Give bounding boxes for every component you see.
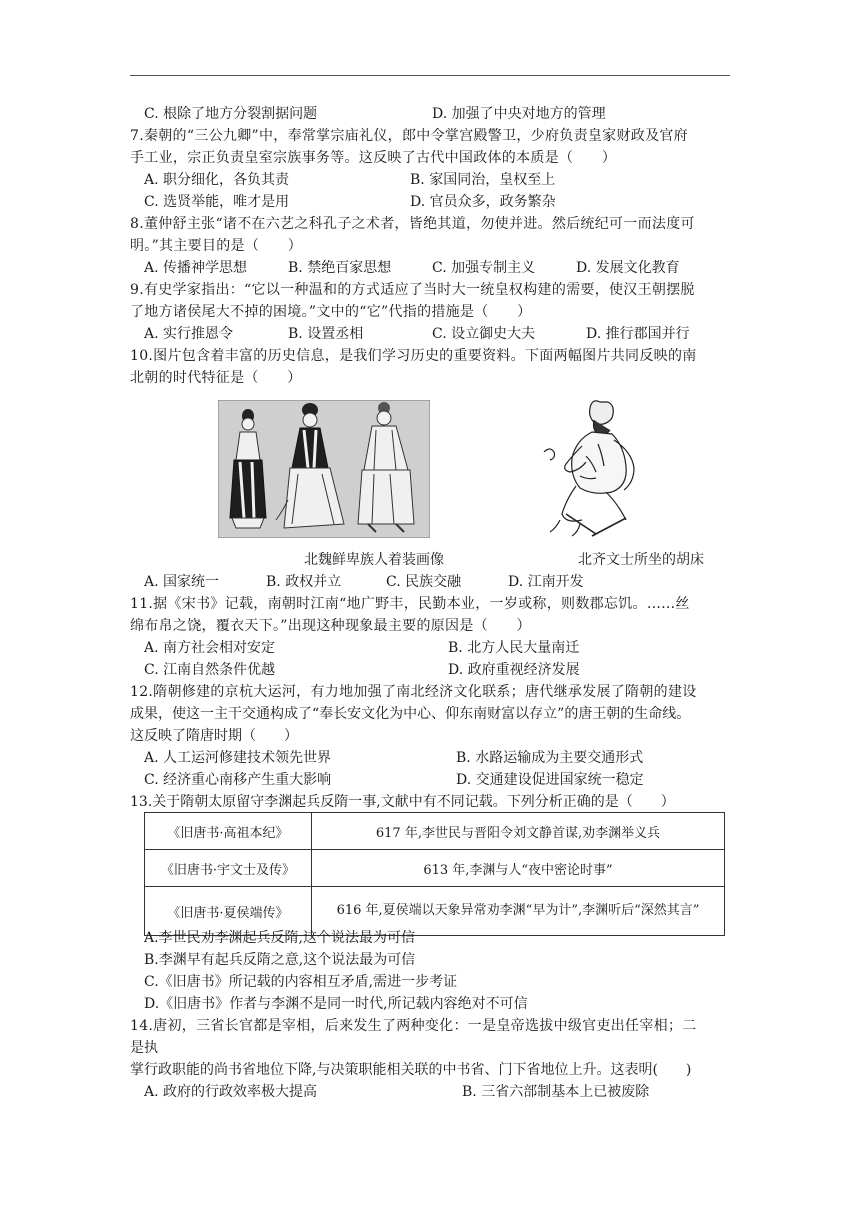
q14-stem-line2: 是执: [130, 1040, 158, 1056]
q9-stem-line1: 9.有史学家指出：“它以一种温和的方式适应了当时大一统皇权构建的需要，使汉王朝摆脱: [130, 282, 695, 298]
q7-option-d: D. 官员众多，政务繁杂: [410, 194, 556, 210]
table-source-cell: 《旧唐书·高祖本纪》: [145, 813, 312, 850]
q7-option-a: A. 职分细化，各负其责: [144, 172, 290, 188]
q8-option-d: D. 发展文化教育: [576, 260, 680, 276]
q8-stem-line2: 明。”其主要目的是（ ）: [130, 238, 303, 254]
q13-option-c: C.《旧唐书》所记载的内容相互矛盾,需进一步考证: [144, 974, 458, 990]
northern-wei-painting-image: [218, 400, 430, 538]
q8-stem-line1: 8.董仲舒主张“诸不在六艺之科孔子之术者，皆绝其道，勿使并进。然后统纪可一而法度可: [130, 216, 695, 232]
table-content-text: 616 年,夏侯端以天象异常劝李渊“早为计”,李渊听后“深然其言”: [336, 903, 700, 918]
table-source-cell: 《旧唐书·宇文士及传》: [145, 850, 312, 887]
q10-option-b: B. 政权并立: [266, 574, 342, 590]
q13-stem: 13.关于隋朝太原留守李渊起兵反隋一事,文献中有不同记载。下列分析正确的是（ ）: [130, 794, 675, 810]
q10-option-a: A. 国家统一: [144, 574, 220, 590]
q13-option-d: D.《旧唐书》作者与李渊不是同一时代,所记载内容绝对不可信: [144, 996, 528, 1012]
q14-stem-line1: 14.唐初，三省长官都是宰相，后来发生了两种变化：一是皇帝选拔中级官吏出任宰相；二: [130, 1018, 697, 1034]
q9-option-c: C. 设立御史大夫: [432, 326, 536, 342]
q10-stem-line1: 10.图片包含着丰富的历史信息，是我们学习历史的重要资料。下面两幅图片共同反映的南: [130, 348, 697, 364]
q11-stem-line1: 11.据《宋书》记载，南朝时江南“地广野丰，民勤本业，一岁或称，则数郡忘饥。……丝: [130, 596, 690, 612]
table-content-cell: 617 年,李世民与晋阳令刘文静首谋,劝李渊举义兵: [312, 813, 725, 850]
q8-option-b: B. 禁绝百家思想: [288, 260, 392, 276]
header-rule: [130, 75, 730, 76]
q7-option-c: C. 选贤举能，唯才是用: [144, 194, 290, 210]
q12-stem-line3: 这反映了隋唐时期（ ）: [130, 728, 298, 744]
q13-source-table: [144, 812, 725, 936]
q14-option-b: B. 三省六部制基本上已被废除: [462, 1084, 650, 1100]
q13-option-a: A.李世民劝李渊起兵反隋,这个说法最为可信: [144, 930, 416, 946]
q12-option-a: A. 人工运河修建技术领先世界: [144, 750, 332, 766]
q10-option-c: C. 民族交融: [386, 574, 462, 590]
q9-stem-line2: 了地方诸侯尾大不掉的困境。”文中的“它”代指的措施是（ ）: [130, 304, 532, 320]
q10-stem-line2: 北朝的时代特征是（ ）: [130, 370, 302, 386]
q9-option-a: A. 实行推恩令: [144, 326, 234, 342]
q11-option-c: C. 江南自然条件优越: [144, 662, 276, 678]
q12-stem-line2: 成果，使这一主干交通构成了“奉长安文化为中心、仰东南财富以存立”的唐王朝的生命线。: [130, 706, 691, 722]
figure2-caption: 北齐文士所坐的胡床: [578, 552, 704, 568]
q12-option-b: B. 水路运输成为主要交通形式: [456, 750, 644, 766]
q12-stem-line1: 12.隋朝修建的京杭大运河，有力地加强了南北经济文化联系；唐代继承发展了隋朝的建设: [130, 684, 697, 700]
q13-option-b: B.李渊早有起兵反隋之意,这个说法最为可信: [144, 952, 416, 968]
q14-option-a: A. 政府的行政效率极大提高: [144, 1084, 318, 1100]
q9-option-d: D. 推行郡国并行: [586, 326, 690, 342]
q10-option-d: D. 江南开发: [508, 574, 584, 590]
q11-option-b: B. 北方人民大量南迁: [448, 640, 580, 656]
q7-option-b: B. 家国同治，皇权至上: [410, 172, 556, 188]
q9-option-b: B. 设置丞相: [288, 326, 364, 342]
figure1-caption: 北魏鲜卑族人着装画像: [304, 552, 444, 568]
q7-stem-line1: 7.秦朝的“三公九卿”中，奉常掌宗庙礼仪，郎中令掌宫殿警卫，少府负责皇家财政及官府: [130, 128, 688, 144]
q12-option-c: C. 经济重心南移产生重大影响: [144, 772, 332, 788]
q6-option-c: C. 根除了地方分裂割据问题: [144, 106, 318, 122]
table-row: [145, 850, 725, 887]
q11-option-a: A. 南方社会相对安定: [144, 640, 276, 656]
q14-stem-line3: 掌行政职能的尚书省地位下降,与决策职能相关联的中书省、门下省地位上升。这表明( ): [130, 1062, 692, 1078]
table-content-cell: 613 年,李渊与人“夜中密论时事”: [312, 850, 725, 887]
table-row: [145, 813, 725, 850]
q11-stem-line2: 绵布帛之饶，覆衣天下。”出现这种现象最主要的原因是（ ）: [130, 618, 531, 634]
q11-option-d: D. 政府重视经济发展: [448, 662, 580, 678]
q8-option-a: A. 传播神学思想: [144, 260, 248, 276]
q7-stem-line2: 手工业，宗正负责皇室宗族事务等。这反映了古代中国政体的本质是（ ）: [130, 150, 617, 166]
table-source-cell: 《旧唐书·夏侯端传》: [145, 887, 312, 936]
northern-qi-scholar-image: [536, 396, 650, 542]
q6-option-d: D. 加强了中央对地方的管理: [432, 106, 606, 122]
q8-option-c: C. 加强专制主义: [432, 260, 536, 276]
q12-option-d: D. 交通建设促进国家统一稳定: [456, 772, 644, 788]
